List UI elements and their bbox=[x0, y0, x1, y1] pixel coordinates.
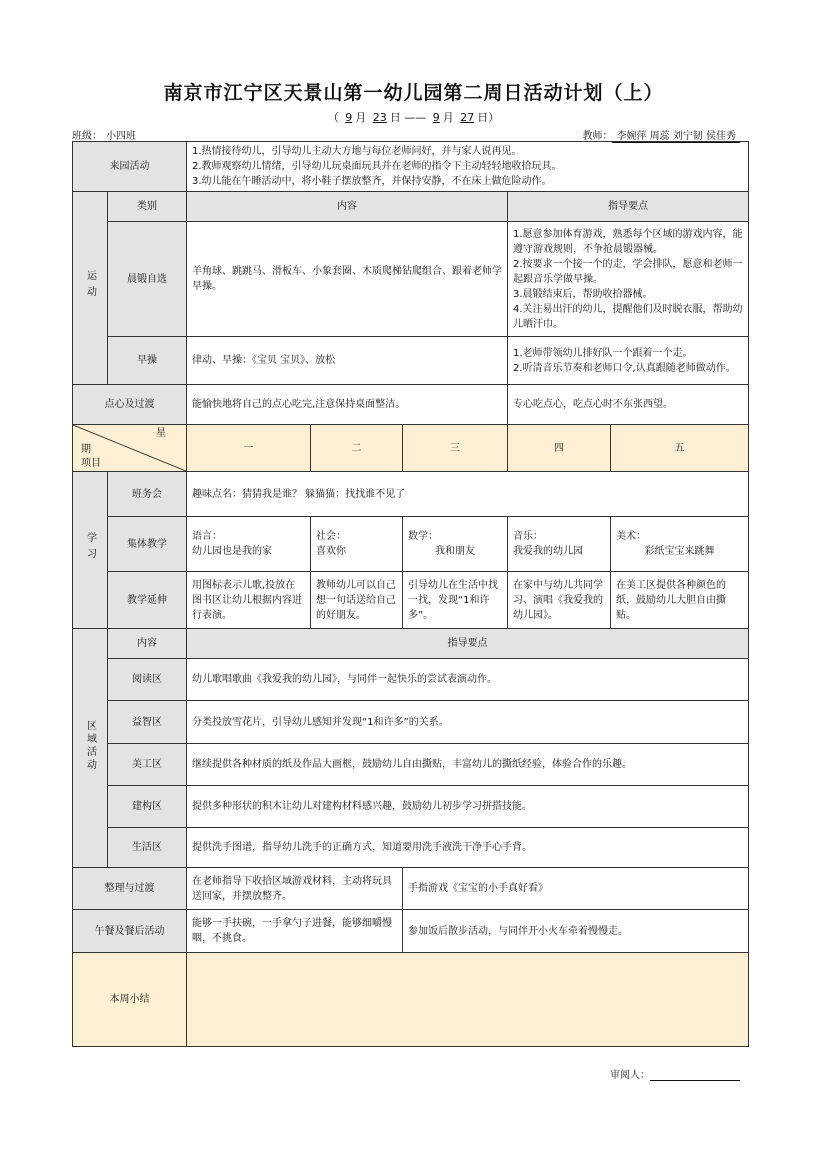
day-tuesday: 二 bbox=[311, 425, 403, 472]
area-name: 美工区 bbox=[108, 744, 187, 786]
plan-table bbox=[72, 141, 749, 1047]
sports-label-text: 运动 bbox=[84, 269, 96, 302]
guidance-item: 2.按要求一个接一个的走，学会排队，愿意和老师一起跟音乐学做早操。 bbox=[513, 258, 743, 285]
end-day: 27 bbox=[460, 111, 475, 124]
areas-col-content: 内容 bbox=[108, 629, 187, 659]
area-name: 建构区 bbox=[108, 786, 187, 828]
subject: 音乐： bbox=[513, 531, 543, 542]
area-row bbox=[73, 786, 749, 828]
lunch-row bbox=[73, 910, 749, 953]
summary-content bbox=[187, 953, 749, 1047]
area-guidance: 继续提供各种材质的纸及作品大画框，鼓励幼儿自由撕贴，丰富幼儿的撕纸经验，体验合作的乐趣。 bbox=[187, 744, 749, 786]
summary-label: 本周小结 bbox=[73, 953, 187, 1047]
arrival-label: 来园活动 bbox=[73, 142, 187, 192]
group-teaching-row bbox=[73, 517, 749, 572]
subject: 社会： bbox=[316, 531, 346, 542]
extension-row bbox=[73, 572, 749, 629]
date-open-paren: （ bbox=[327, 111, 339, 124]
area-row bbox=[73, 744, 749, 786]
class-label: 班级： bbox=[72, 131, 102, 142]
week-qi-label: 期 bbox=[81, 444, 91, 455]
tidy-content: 在老师指导下收拾区域游戏材料，主动将玩具送回家，并摆放整齐。 bbox=[187, 868, 403, 910]
date-dash: —— bbox=[404, 111, 427, 124]
sports-label bbox=[73, 192, 108, 385]
day-monday: 一 bbox=[187, 425, 311, 472]
topic: 我和朋友 bbox=[435, 546, 475, 557]
areas-label bbox=[73, 629, 108, 868]
end-month: 9 bbox=[432, 111, 440, 124]
morning-choice-row bbox=[73, 222, 749, 337]
start-day: 23 bbox=[372, 111, 387, 124]
reviewer-label: 审阅人： bbox=[610, 1070, 650, 1081]
guidance-item: 2.听清音乐节奏和老师口令,认真跟随老师做动作。 bbox=[513, 362, 736, 374]
lunch-content: 能够一手扶碗，一手拿勺子进餐，能够细嚼慢咽，不挑食。 bbox=[187, 910, 403, 953]
reviewer-signature-line bbox=[650, 1069, 740, 1081]
day-thursday: 四 bbox=[508, 425, 611, 472]
sports-col-guidance: 指导要点 bbox=[508, 192, 749, 222]
extension-day: 用图标表示儿歌,投放在图书区让幼儿根据内容进行表演。 bbox=[187, 572, 311, 629]
guidance-item: 1.愿意参加体育游戏，熟悉每个区域的游戏内容，能遵守游戏规则，不争抢晨锻器械。 bbox=[513, 228, 743, 255]
week-header-row bbox=[73, 425, 749, 472]
lunch-guidance: 参加饭后散步活动，与同伴开小火车牵着慢慢走。 bbox=[403, 910, 749, 953]
month-char: 月 bbox=[355, 111, 367, 124]
arrival-item: 2.教师观察幼儿情绪，引导幼儿玩桌面玩具并在老师的指令下主动轻轻地收拾玩具。 bbox=[192, 161, 562, 172]
exercise-content: 律动、早操：《宝贝 宝贝》、放松 bbox=[187, 337, 508, 385]
teacher-label: 教师： bbox=[582, 131, 613, 142]
areas-label-text: 区域活动 bbox=[84, 719, 96, 772]
arrival-row bbox=[73, 142, 749, 192]
date-close-paren: ） bbox=[488, 111, 500, 124]
tidy-guidance: 手指游戏《宝宝的小手真好看》 bbox=[403, 868, 749, 910]
guidance-item: 3.晨锻结束后，帮助收拾器械。 bbox=[513, 288, 653, 300]
week-item-label: 项目 bbox=[81, 458, 101, 469]
lunch-label: 午餐及餐后活动 bbox=[73, 910, 187, 953]
arrival-item: 1.热情接待幼儿，引导幼儿主动大方地与每位老师问好，并与家人说再见。 bbox=[192, 146, 522, 157]
area-name: 益智区 bbox=[108, 701, 187, 744]
group-teaching-label: 集体教学 bbox=[108, 517, 187, 572]
snack-guidance: 专心吃点心，吃点心时不东张西望。 bbox=[508, 385, 749, 425]
day-friday: 五 bbox=[611, 425, 749, 472]
area-row bbox=[73, 701, 749, 744]
sports-col-category: 类别 bbox=[108, 192, 187, 222]
extension-day: 在家中与幼儿共同学习、演唱《我爱我的幼儿园》。 bbox=[508, 572, 611, 629]
sports-col-content: 内容 bbox=[187, 192, 508, 222]
area-row bbox=[73, 828, 749, 868]
exercise-guidance bbox=[508, 337, 749, 385]
guidance-item: 4.关注易出汗的幼儿，提醒他们及时脱衣服，帮助幼儿晒汗巾。 bbox=[513, 303, 743, 330]
area-row bbox=[73, 659, 749, 701]
snack-content: 能愉快地将自己的点心吃完,注意保持桌面整洁。 bbox=[187, 385, 508, 425]
exercise-row bbox=[73, 337, 749, 385]
class-meeting-content: 趣味点名：猜猜我是谁？ 躲猫猫：找找谁不见了 bbox=[187, 472, 749, 517]
snack-label: 点心及过渡 bbox=[73, 385, 187, 425]
area-name: 生活区 bbox=[108, 828, 187, 868]
class-meeting-label: 班务会 bbox=[108, 472, 187, 517]
date-range bbox=[0, 109, 827, 125]
topic: 幼儿园也是我的家 bbox=[192, 546, 272, 557]
tidy-label: 整理与过渡 bbox=[73, 868, 187, 910]
group-teaching-day bbox=[311, 517, 403, 572]
morning-choice-content: 羊角球、跳跳马、滑板车、小象套圈、木质爬梯钻爬组合、跟着老师学早操。 bbox=[187, 222, 508, 337]
day-char-2: 日 bbox=[477, 111, 489, 124]
teacher-value: 李婉萍 周蕊 刘宁韧 侯佳秀 bbox=[612, 127, 740, 143]
morning-choice-guidance bbox=[508, 222, 749, 337]
guidance-item: 1.老师带领幼儿排好队一个跟着一个走。 bbox=[513, 347, 693, 359]
group-teaching-day bbox=[187, 517, 311, 572]
summary-row bbox=[73, 953, 749, 1047]
month-char-2: 月 bbox=[442, 111, 454, 124]
day-char: 日 bbox=[389, 111, 401, 124]
areas-col-guidance: 指导要点 bbox=[187, 629, 749, 659]
sports-header-row bbox=[73, 192, 749, 222]
exercise-label: 早操 bbox=[108, 337, 187, 385]
area-guidance: 分类投放雪花片，引导幼儿感知并发现“1和许多”的关系。 bbox=[187, 701, 749, 744]
study-label-text: 学习 bbox=[84, 531, 96, 564]
week-header-diagonal bbox=[73, 425, 187, 472]
info-line bbox=[72, 127, 748, 141]
snack-row bbox=[73, 385, 749, 425]
subject: 数学： bbox=[408, 531, 438, 542]
morning-choice-label: 晨锻自选 bbox=[108, 222, 187, 337]
extension-day: 引导幼儿在生活中找一找，发现“1和许多”。 bbox=[403, 572, 508, 629]
group-teaching-day bbox=[403, 517, 508, 572]
week-star-label: 星 bbox=[156, 428, 166, 439]
class-value: 小四班 bbox=[102, 127, 170, 143]
group-teaching-day bbox=[508, 517, 611, 572]
tidy-row bbox=[73, 868, 749, 910]
start-month: 9 bbox=[345, 111, 353, 124]
class-meeting-row bbox=[73, 472, 749, 517]
extension-day: 在美工区提供各种颜色的纸，鼓励幼儿大胆自由撕贴。 bbox=[611, 572, 749, 629]
group-teaching-day bbox=[611, 517, 749, 572]
arrival-item: 3.幼儿能在午睡活动中，将小鞋子摆放整齐，并保持安静，不在床上做危险动作。 bbox=[192, 176, 552, 187]
reviewer bbox=[610, 1066, 740, 1081]
area-name: 阅读区 bbox=[108, 659, 187, 701]
day-wednesday: 三 bbox=[403, 425, 508, 472]
page-title: 南京市江宁区天景山第一幼儿园第二周日活动计划（上） bbox=[163, 82, 664, 104]
topic: 喜欢你 bbox=[316, 546, 346, 557]
topic: 我爱我的幼儿园 bbox=[513, 546, 583, 557]
subject: 语言： bbox=[192, 531, 222, 542]
extension-day: 教师幼儿可以自己想一句话送给自己的好朋友。 bbox=[311, 572, 403, 629]
subject: 美术： bbox=[616, 531, 646, 542]
extension-label: 教学延伸 bbox=[108, 572, 187, 629]
area-guidance: 提供洗手图谱，指导幼儿洗手的正确方式，知道要用洗手液洗干净手心手背。 bbox=[187, 828, 749, 868]
topic: 彩纸宝宝来跳舞 bbox=[644, 546, 715, 557]
area-guidance: 幼儿歌唱歌曲《我爱我的幼儿园》，与同伴一起快乐的尝试表演动作。 bbox=[187, 659, 749, 701]
arrival-content bbox=[187, 142, 749, 192]
study-label bbox=[73, 472, 108, 629]
area-guidance: 提供多种形状的积木让幼儿对建构材料感兴趣，鼓励幼儿初步学习拼搭技能。 bbox=[187, 786, 749, 828]
areas-header-row bbox=[73, 629, 749, 659]
